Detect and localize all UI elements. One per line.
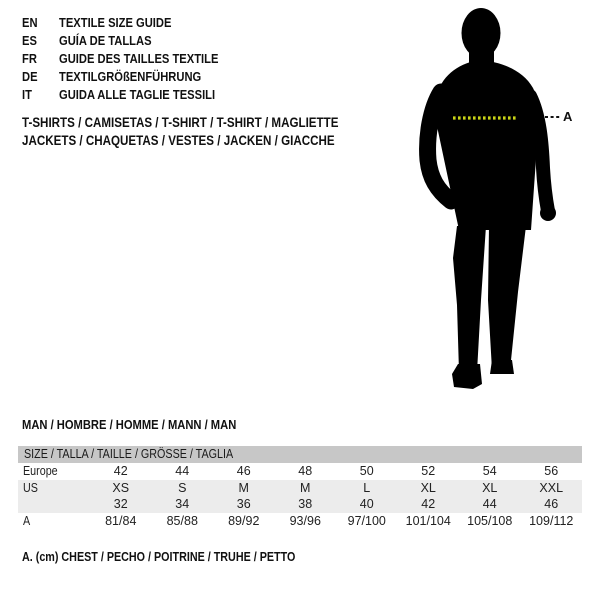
cell: 44 [482,497,497,511]
lang-label: GUIDE DES TAILLES TEXTILE [59,51,219,66]
cell: L [363,480,371,495]
cell: 44 [175,464,190,478]
cell: 40 [359,497,374,511]
footnote-chest-legend [22,548,340,566]
cell: 97/100 [347,513,386,528]
cell: 52 [421,464,436,478]
cell: 89/92 [228,513,260,528]
cell: 46 [236,464,251,478]
cell: 101/104 [405,513,451,528]
lang-label: TEXTILE SIZE GUIDE [59,15,172,30]
lang-code: EN [22,15,38,30]
lang-code: FR [22,51,37,66]
cell: 48 [298,464,313,478]
cell: 81/84 [105,513,137,528]
cell: 42 [113,464,128,478]
measure-label-a: A [563,109,573,124]
category-line-jackets [22,132,386,150]
row-label: Europe [23,464,58,478]
size-table-header [18,446,582,463]
cell: M [300,480,311,495]
lang-code: ES [22,33,37,48]
cell: 46 [544,497,559,511]
cell: S [178,480,187,495]
lang-code: DE [22,69,38,84]
category-text: JACKETS / CHAQUETAS / VESTES / JACKEN / GIACCHE [22,133,335,148]
cell: 42 [421,497,436,511]
table-row-chest-cm [18,513,582,530]
lang-label: GUIDA ALLE TAGLIE TESSILI [59,87,216,102]
cell: 105/108 [467,513,513,528]
cell: M [238,480,249,495]
cell: XS [112,480,130,495]
cell: 85/88 [166,513,198,528]
lang-code: IT [22,87,32,102]
row-label: A [23,513,31,528]
size-table-header-text: SIZE / TALLA / TAILLE / GRÖSSE / TAGLIA [24,447,234,461]
table-row-us [18,480,582,497]
cell: 50 [359,464,374,478]
section-title-text: MAN / HOMBRE / HOMME / MANN / MAN [22,417,237,432]
cell: 32 [113,497,128,511]
category-line-tshirts [22,114,390,132]
cell: 56 [544,464,559,478]
section-title-man [22,416,271,434]
category-text: T-SHIRTS / CAMISETAS / T-SHIRT / T-SHIRT / MAGLIETTE [22,115,339,130]
cell: 38 [298,497,313,511]
man-silhouette-figure [405,0,575,400]
cell: 54 [482,464,497,478]
lang-label: TEXTILGRÖßENFÜHRUNG [59,69,202,84]
man-silhouette-svg [405,0,575,400]
silhouette-shape [428,8,556,389]
cell: XXL [539,480,564,495]
size-table [18,446,582,529]
row-label: US [23,480,38,495]
row-label [18,496,90,513]
cell: 109/112 [529,513,574,528]
cell: XL [420,480,436,495]
cell: XL [482,480,498,495]
cell: 36 [236,497,251,511]
cell: 93/96 [289,513,321,528]
lang-label: GUÍA DE TALLAS [59,33,152,48]
table-row-europe [18,463,582,480]
table-row-alt-sizes [18,496,582,513]
cell: 34 [175,497,190,511]
footnote-text: A. (cm) CHEST / PECHO / POITRINE / TRUHE / PETTO [22,550,296,564]
